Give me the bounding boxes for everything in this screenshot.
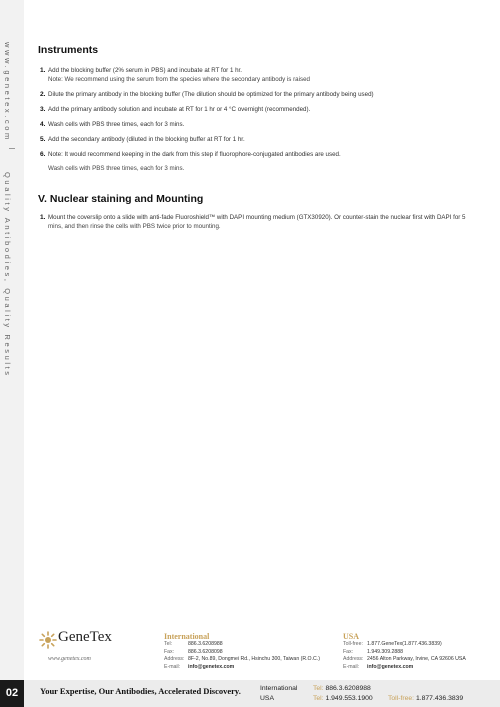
footer-tel-international — [313, 685, 371, 692]
step-number: 2. — [40, 91, 46, 98]
sidebar-website-text: www.genetex.com — [3, 42, 12, 142]
contact-key: E-mail: — [164, 663, 181, 670]
nuclear-staining-title: V. Nuclear staining and Mounting — [38, 193, 204, 205]
step-text-line1: Mount the coverslip onto a slide with anti-fade Fluoroshield™ with DAPI mounting medium (GTX30920). Or counter-stain the nuclear first with DAPI for 5 — [48, 214, 466, 221]
contact-key: Address: — [343, 656, 364, 662]
contact-usa — [343, 632, 493, 671]
footer-tel-usa — [313, 695, 373, 702]
step-note: Wash cells with PBS three times, each for 3 mins. — [48, 165, 185, 172]
genetex-logo-icon — [38, 631, 58, 649]
footer-region-usa: USA — [260, 695, 274, 702]
step-text: Add the primary antibody solution and incubate at RT for 1 hr or 4 °C overnight (recommended). — [48, 106, 311, 113]
contact-value: 2456 Alton Parkway, Irvine, CA 92606 USA — [367, 656, 466, 662]
step-number: 1. — [40, 67, 46, 74]
logo-website: www.genetex.com — [48, 656, 91, 662]
step-4 — [38, 120, 483, 129]
footer-region-international: International — [260, 685, 298, 692]
contact-row — [343, 664, 493, 672]
step-1 — [38, 66, 483, 75]
nuclear-step-1 — [38, 213, 483, 222]
instruments-title: Instruments — [38, 44, 99, 56]
contact-row — [164, 664, 339, 672]
tollfree-label: Toll-free: — [388, 695, 415, 702]
tel-label: Tel: — [313, 685, 324, 692]
contact-key: Address: — [164, 656, 185, 662]
logo-wordmark: GeneTex — [58, 629, 112, 645]
contact-key: Tel: — [164, 641, 173, 647]
step-number: 4. — [40, 121, 46, 128]
step-number: 3. — [40, 106, 46, 113]
step-text-line2: mins, and then rinse the cells with PBS twice prior to mounting. — [48, 223, 221, 230]
step-text: Wash cells with PBS three times, each for 3 mins. — [48, 121, 185, 128]
contact-row — [343, 649, 493, 657]
contact-value: 1.949.309.2888 — [367, 648, 404, 655]
sidebar-divider — [9, 148, 15, 149]
page-number: 02 — [0, 680, 24, 707]
contact-key: Fax: — [343, 648, 354, 655]
step-number: 1. — [40, 214, 46, 221]
contact-value: 8F-2, No.89, Dongmei Rd., Hsinchu 300, Taiwan (R.O.C.) — [188, 656, 320, 662]
step-number: 6. — [40, 151, 46, 158]
contact-row — [164, 656, 339, 664]
contact-email-link[interactable]: info@genetex.com — [367, 663, 414, 670]
contact-international — [164, 632, 339, 671]
contact-value: 886.3.6208988 — [188, 641, 223, 647]
step-6 — [38, 150, 483, 159]
step-2 — [38, 90, 483, 99]
sidebar — [0, 0, 24, 680]
tollfree-value: 1.877.436.3839 — [415, 695, 464, 702]
contact-value: 1.877.GeneTex(1.877.436.3839) — [367, 641, 442, 647]
contact-row — [343, 656, 493, 664]
footer-tollfree — [388, 695, 463, 702]
contact-key: Fax: — [164, 648, 175, 655]
contact-usa-title: USA — [343, 632, 360, 641]
contact-international-title: International — [164, 632, 210, 641]
contact-row — [164, 641, 339, 649]
sidebar-slogan-text: Quality Antibodies, Quality Results — [3, 172, 12, 378]
contact-key: E-mail: — [343, 663, 360, 670]
main-content — [38, 44, 483, 231]
step-note: Note: We recommend using the serum from the species where the secondary antibody is raised — [48, 76, 310, 83]
tel-label: Tel: — [313, 695, 324, 702]
contact-row — [343, 641, 493, 649]
footer-tagline: Your Expertise, Our Antibodies, Accelerated Discovery. — [40, 686, 241, 696]
step-text: Add the secondary antibody (diluted in the blocking buffer at RT for 1 hr. — [48, 136, 245, 143]
step-3 — [38, 105, 483, 114]
genetex-logo — [38, 629, 112, 662]
contact-value: 886.3.6208098 — [188, 648, 223, 655]
contact-row — [164, 649, 339, 657]
contact-key: Toll-free: — [343, 641, 363, 647]
step-5 — [38, 135, 483, 144]
step-text: Dilute the primary antibody in the blocking buffer (The dilution should be optimized for the primary antibody being used) — [48, 91, 374, 98]
tel-value: 886.3.6208988 — [325, 685, 371, 692]
contact-email-link[interactable]: info@genetex.com — [188, 663, 235, 670]
step-text: Add the blocking buffer (2% serum in PBS) and incubate at RT for 1 hr. — [48, 67, 242, 74]
tel-value: 1.949.553.1900 — [325, 695, 373, 702]
step-number: 5. — [40, 136, 46, 143]
step-text: Note: It would recommend keeping in the dark from this step if fluorophore-conjugated antibodies are used. — [48, 151, 341, 158]
